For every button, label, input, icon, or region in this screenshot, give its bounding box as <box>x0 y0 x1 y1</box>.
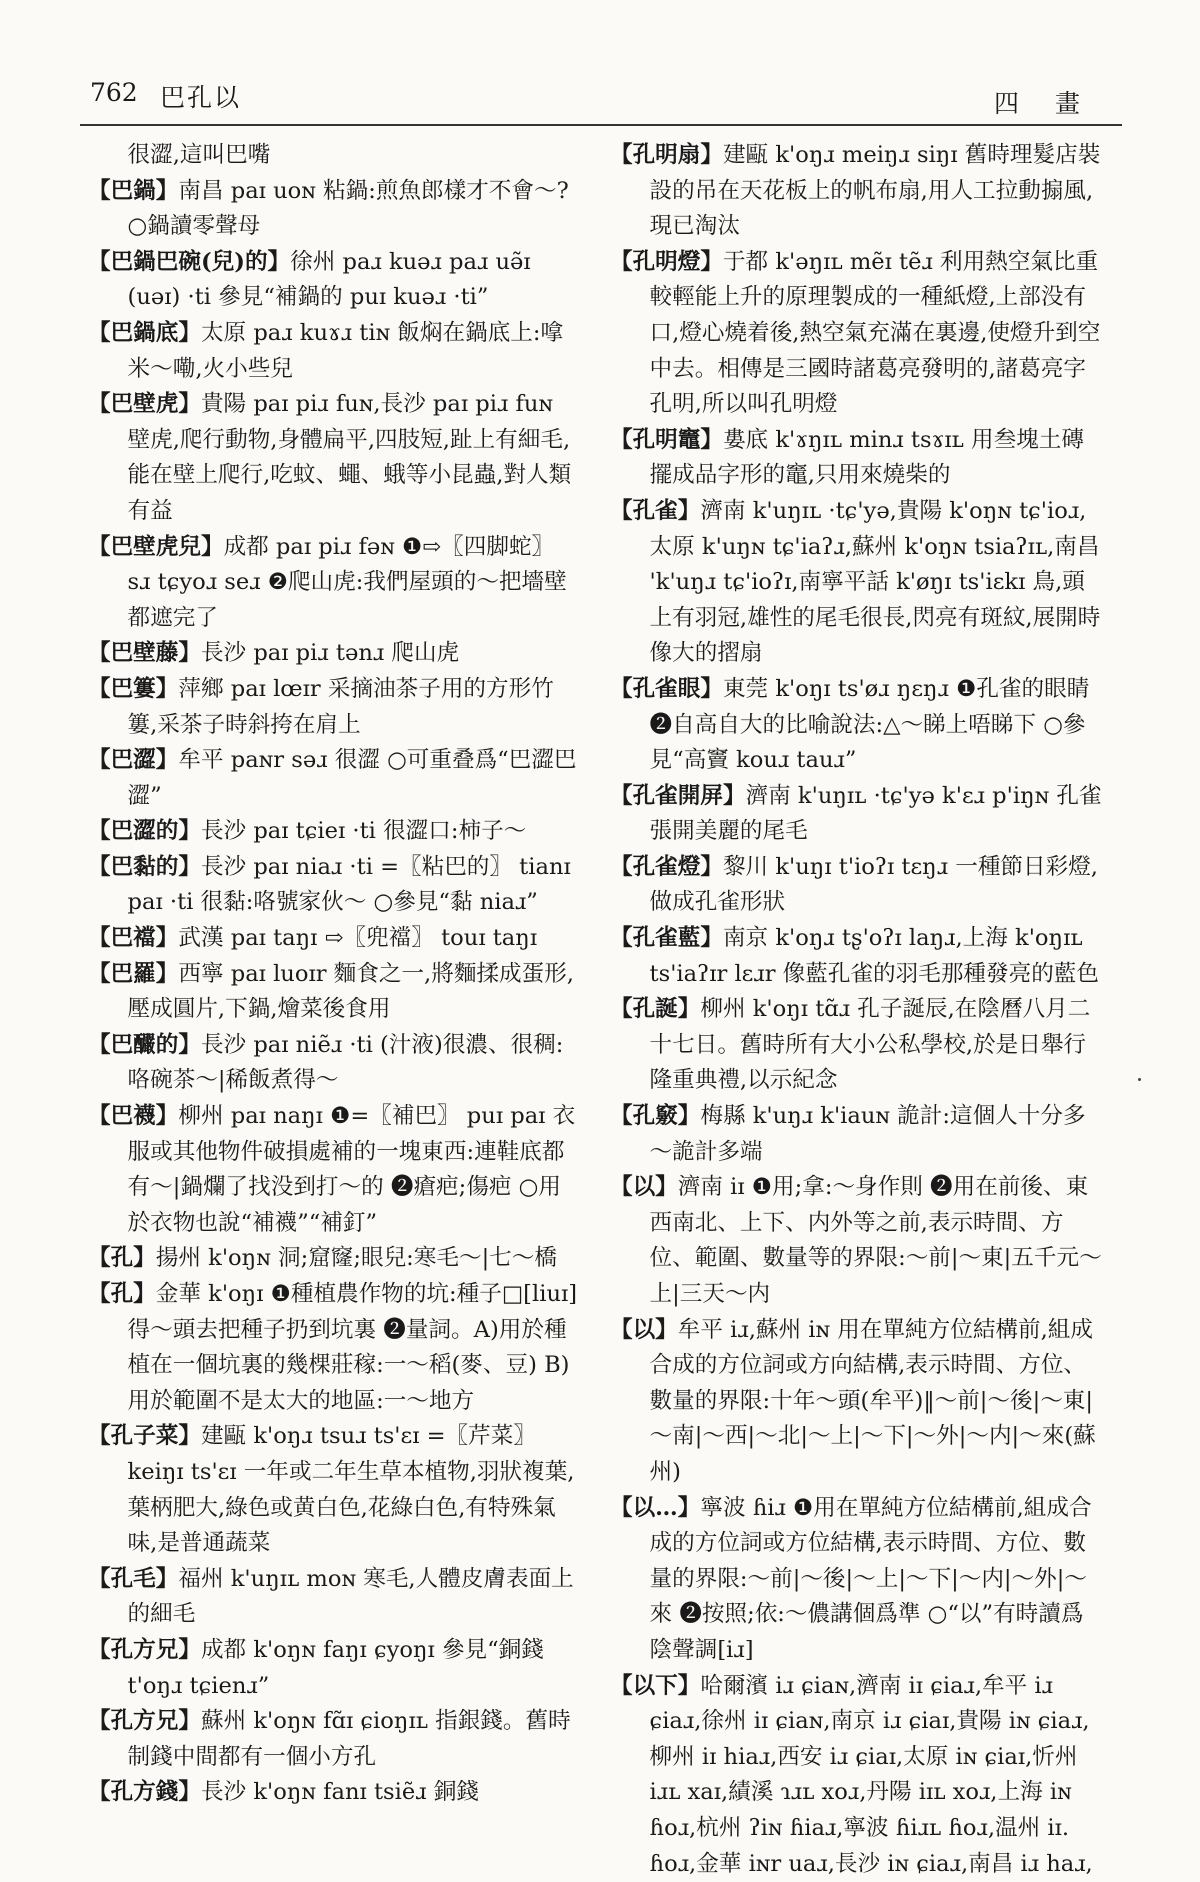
dictionary-entry <box>610 494 1102 672</box>
entry-definition: 福州 k'uŋɪʟ moɴ 寒毛,人體皮膚表面上的細毛 <box>127 1565 574 1628</box>
entry-definition: 柳州 k'oŋɪ tɑ̃ɹ 孔子誕辰,在陰曆八月二十七日。舊時所有大小公私學校,於是日舉行隆重典禮,以示紀念 <box>649 996 1091 1094</box>
entry-definition: 徐州 paɹ kuəɹ paɹ uə̃ɪ (uəɪ) ·ti 參見“補鍋的 puɪ kuəɹ ·ti” <box>127 248 531 311</box>
entry-definition: 長沙 paɪ piɹ tənɹ 爬山虎 <box>200 640 460 667</box>
entry-headword: 【孔】 <box>88 1245 156 1272</box>
dictionary-entry <box>88 174 580 245</box>
entry-definition: 南京 k'oŋɹ tʂ'oʔɪ laŋɹ,上海 k'oŋɪʟ ts'iaʔɪr lɛɹr 像藍孔雀的羽毛那種發亮的藍色 <box>649 925 1099 987</box>
entry-headword: 【孔雀眼】 <box>610 675 723 702</box>
entry-headword: 【孔毛】 <box>88 1565 179 1592</box>
section-title: 四 畫 <box>994 89 1094 118</box>
entry-headword: 【孔方錢】 <box>88 1779 201 1806</box>
left-column <box>88 138 580 1811</box>
entry-definition: 武漢 paɪ taŋɪ ⇨〖兜襠〗 touɪ taŋɪ <box>178 925 538 952</box>
entry-definition: 哈爾濱 iɹ ɕiaɴ,濟南 iɪ ɕiaɹ,牟平 iɹ ɕiaɹ,徐州 iɪ ɕiaɴ,南京 iɹ ɕiaɪ,貴陽 iɴ ɕiaɹ,柳州 iɪ hiaɹ,西安 iɹ ɕiaɪ,太原 iɴ ɕiaɪ,忻州 iɹʟ xaɪ,績溪 ɿɹʟ xoɹ,丹陽 iɪʟ xoɹ,上海 iɴ ɦoɹ,杭州 ʔiɴ ɦiaɹ,寧波 ɦiɹʟ ɦoɹ,温州 iɪ. ɦoɹ,金華 iɴr uaɹ,長沙 iɴ ɕiaɹ,南昌 iɹ haɹ, <box>649 1672 1093 1877</box>
entry-definition: 建甌 k'oŋɹ meiŋɹ siŋɪ 舊時理髮店裝設的吊在天花板上的帆布扇,用人工拉動搧風,現已淘汰 <box>649 142 1101 240</box>
entry-headword: 【巴鍋底】 <box>88 319 201 346</box>
entry-headword: 【巴澀的】 <box>88 818 201 845</box>
entry-headword: 【孔雀燈】 <box>610 853 723 880</box>
entry-headword: 【以下】 <box>610 1672 701 1699</box>
entry-headword: 【孔明扇】 <box>610 142 723 168</box>
entry-headword: 【巴鍋】 <box>88 177 179 204</box>
dictionary-entry <box>610 245 1102 423</box>
entry-headword: 【孔雀】 <box>610 497 701 524</box>
dictionary-entry <box>610 1491 1102 1669</box>
dictionary-entry <box>610 850 1102 921</box>
entry-headword: 【孔明竈】 <box>610 426 723 453</box>
entry-headword: 【巴羅】 <box>88 960 179 987</box>
entry-definition: 長沙 k'oŋɴ fanɪ tsiẽɹ 銅錢 <box>200 1779 479 1806</box>
page-header <box>90 78 1122 118</box>
dictionary-entry <box>610 138 1102 245</box>
dictionary-entry <box>610 992 1102 1099</box>
entry-definition: 濟南 k'uŋɪʟ ·tɕ'yə,貴陽 k'oŋɴ tɕ'ioɹ,太原 k'uŋɴ tɕ'iaʔɹ,蘇州 k'oŋɴ tsiaʔɪʟ,南昌 'k'uŋɹ tɕ'ioʔɪ,南寧平話 k'øŋɪ ts'iɛkɪ 鳥,頭上有羽冠,雄性的尾毛很長,閃亮有斑紋,展開時像大的摺扇 <box>649 497 1101 667</box>
dictionary-entry <box>88 1241 580 1277</box>
entry-headword: 【巴壁藤】 <box>88 640 201 667</box>
dictionary-entry <box>610 779 1102 850</box>
entry-headword: 【孔雀藍】 <box>610 925 723 952</box>
entry-headword: 【以…】 <box>610 1494 701 1521</box>
entry-headword: 【以】 <box>610 1316 678 1343</box>
dictionary-entry <box>88 316 580 387</box>
entry-definition: 成都 k'oŋɴ faŋɪ ɕyoŋɪ 參見“銅錢 t'oŋɹ tɕienɹ” <box>127 1636 544 1699</box>
entry-headword: 【巴壁虎】 <box>88 391 201 418</box>
entry-definition: 南昌 paɪ uoɴ 粘鍋:煎魚郎樣才不會～? ○鍋讀零聲母 <box>127 177 569 240</box>
entry-headword: 【巴壁虎兒】 <box>88 533 224 560</box>
entry-headword: 【孔子菜】 <box>88 1423 201 1450</box>
dictionary-entry <box>88 1704 580 1775</box>
entry-definition: 長沙 paɪ niẽɹ ·ti (汁液)很濃、很稠:咯碗茶～|稀飯煮得～ <box>127 1031 564 1094</box>
entry-definition: 黎川 k'uŋɪ t'ioʔɪ tɛŋɹ 一種節日彩燈,做成孔雀形狀 <box>649 853 1098 916</box>
dictionary-entry <box>88 1633 580 1704</box>
entry-definition: 于都 k'əŋɪʟ mẽɪ tẽɹ 利用熱空氣比重較輕能上升的原理製成的一種紙燈,上部没有口,燈心燒着後,熱空氣充滿在裏邊,使燈升到空中去。相傳是三國時諸葛亮發明的,諸葛亮字孔明,所以叫孔明燈 <box>649 248 1101 418</box>
entry-definition: 長沙 paɪ niaɹ ·ti =〖粘巴的〗 tianɪ paɪ ·ti 很黏:咯號家伙～ ○參見“黏 niaɹ” <box>127 853 571 916</box>
entry-headword: 【孔】 <box>88 1281 156 1307</box>
entry-definition: 濟南 iɪ ❶用;拿:～身作則 ❷用在前後、東西南北、上下、内外等之前,表示時間、方位、範圍、數量等的界限:～前|～東|五千元～上|三天～内 <box>649 1174 1102 1307</box>
entry-definition: 蘇州 k'oŋɴ fɑ̃ɪ ɕioŋɪʟ 指銀錢。舊時制錢中間都有一個小方孔 <box>127 1708 571 1770</box>
dictionary-entry <box>88 850 580 921</box>
entry-headword: 【巴襪】 <box>88 1103 179 1130</box>
dictionary-entry <box>610 672 1102 779</box>
entry-definition: 牟平 paɴr səɹ 很澀 ○可重叠爲“巴澀巴澀” <box>127 747 577 809</box>
dictionary-entry <box>88 1099 580 1241</box>
entry-headword: 【巴釅的】 <box>88 1031 201 1058</box>
entry-definition: 很澀,這叫巴嘴 <box>127 142 271 168</box>
entry-definition: 長沙 paɪ tɕieɪ ·ti 很澀口:柿子～ <box>200 818 527 845</box>
header-rule <box>80 124 1122 126</box>
entry-definition: 建甌 k'oŋɹ tsuɹ ts'ɛɪ =〖芹菜〗 keiŋɪ ts'ɛɪ 一年或二年生草本植物,羽狀複葉,葉柄肥大,綠色或黄白色,花綠白色,有特殊氣味,是普通蔬菜 <box>127 1423 575 1557</box>
entry-headword: 【孔雀開屏】 <box>610 782 746 809</box>
dictionary-entry <box>88 636 580 672</box>
entry-headword: 【孔方兄】 <box>88 1636 201 1663</box>
entry-headword: 【巴襠】 <box>88 925 179 952</box>
dictionary-entry <box>88 530 580 637</box>
dictionary-entry <box>610 1170 1102 1312</box>
dictionary-entry <box>610 921 1102 992</box>
dictionary-entry <box>88 743 580 814</box>
entry-definition: 柳州 paɪ naŋɪ ❶=〖補巴〗 puɪ paɪ 衣服或其他物件破損處補的一塊東西:連鞋底都有～|鍋爛了找没到打～的 ❷瘡疤;傷疤 ○用於衣物也說“補襪”“補釘” <box>127 1103 576 1236</box>
dictionary-entry <box>610 1313 1102 1491</box>
dictionary-entry <box>88 245 580 316</box>
dictionary-entry <box>610 423 1102 494</box>
entry-headword: 【巴簍】 <box>88 675 179 702</box>
entry-definition: 濟南 k'uŋɪʟ ·tɕ'yə k'ɛɹ p'iŋɴ 孔雀張開美麗的尾毛 <box>649 782 1102 845</box>
dictionary-entry <box>88 1562 580 1633</box>
dictionary-entry <box>88 921 580 957</box>
dictionary-entry <box>88 672 580 743</box>
dictionary-entry <box>88 957 580 1028</box>
dictionary-entry <box>88 1419 580 1561</box>
right-column <box>610 138 1102 1882</box>
entry-definition: 貴陽 paɪ piɹ fuɴ,長沙 paɪ piɹ fuɴ 壁虎,爬行動物,身體扁平,四肢短,趾上有細毛,能在壁上爬行,吃蚊、蠅、蛾等小昆蟲,對人類有益 <box>127 391 572 524</box>
entry-headword: 【孔明燈】 <box>610 248 723 275</box>
dictionary-entry <box>88 1028 580 1099</box>
entry-definition: 婁底 k'ɤŋɪʟ minɹ tsɤɪʟ 用叁塊土磚擺成品字形的竈,只用來燒柴的 <box>649 426 1084 489</box>
page-number: 762 <box>90 78 138 107</box>
dictionary-entry <box>610 1669 1102 1882</box>
entry-headword: 【孔誕】 <box>610 996 701 1023</box>
entry-headword: 【巴澀】 <box>88 747 179 774</box>
entry-definition: 金華 k'oŋɪ ❶種植農作物的坑:種子□[liuɪ]得～頭去把種子扔到坑裏 ❷量詞。A)用於種植在一個坑裏的幾棵莊稼:一～稻(麥、豆) B)用於範圍不是太大的地區:一～地方 <box>127 1281 578 1414</box>
dictionary-entry <box>88 387 580 529</box>
entry-definition: 東莞 k'oŋɪ ts'øɹ ŋɛŋɹ ❶孔雀的眼睛 ❷自高自大的比喻說法:△～睇上唔睇下 ○參見“高竇 kouɹ tauɹ” <box>649 675 1090 774</box>
dictionary-entry <box>88 1775 580 1811</box>
entry-headword: 【孔方兄】 <box>88 1708 201 1735</box>
page-guide-words: 巴孔以 <box>160 83 242 112</box>
entry-definition: 牟平 iɹ,蘇州 iɴ 用在單純方位結構前,組成合成的方位詞或方向結構,表示時間、方位、數量的界限:十年～頭(牟平)‖～前|～後|～東|～南|～西|～北|～上|～下|～外|～内|～來(蘇州) <box>649 1316 1096 1485</box>
entry-definition: 西寧 paɪ luoɪr 麵食之一,將麵揉成蛋形,壓成圓片,下鍋,燴菜後食用 <box>127 960 574 1023</box>
entry-headword: 【以】 <box>610 1174 678 1201</box>
entry-headword: 【巴黏的】 <box>88 853 201 880</box>
entry-headword: 【巴鍋巴碗(兒)的】 <box>88 248 291 275</box>
margin-dot <box>1138 1078 1141 1081</box>
entry-definition: 太原 paɹ kuɤɹ tiɴ 飯焖在鍋底上:嗱米～嘞,火小些兒 <box>127 319 564 382</box>
dictionary-entry <box>610 1099 1102 1170</box>
entry-definition: 梅縣 k'uŋɹ k'iauɴ 詭計:這個人十分多～詭計多端 <box>649 1103 1086 1165</box>
entry-definition: 成都 paɪ piɹ fəɴ ❶⇨〖四脚蛇〗 sɹ tɕyoɹ seɹ ❷爬山虎:我們屋頭的～把墻壁都遮完了 <box>127 533 567 631</box>
dictionary-entry <box>88 814 580 850</box>
dictionary-entry <box>88 138 580 174</box>
entry-definition: 寧波 ɦiɹ ❶用在單純方位結構前,組成合成的方位詞或方位結構,表示時間、方位、數量的界限:～前|～後|～上|～下|～内|～外|～來 ❷按照;依:～儂講個爲準 ○“以”有時讀爲陰聲調[iɹ] <box>649 1494 1092 1663</box>
entry-headword: 【孔竅】 <box>610 1103 701 1130</box>
entry-definition: 萍鄉 paɪ lœɪr 采摘油茶子用的方形竹簍,采茶子時斜挎在肩上 <box>127 675 554 738</box>
dictionary-entry <box>88 1277 580 1419</box>
entry-definition: 揚州 k'oŋɴ 洞;窟窿;眼兒:寒毛～|七～橋 <box>155 1245 557 1272</box>
